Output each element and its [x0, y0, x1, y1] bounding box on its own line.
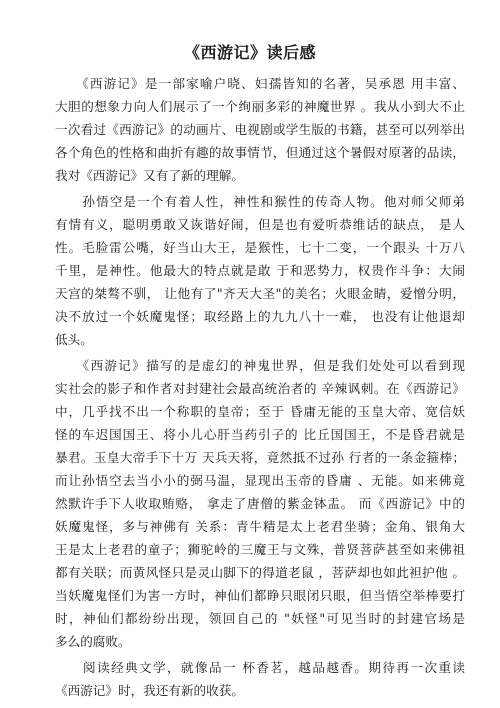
text-line: 王是太上老君的童子；狮驼岭的三魔王与文殊，普贤菩萨甚至如来佛祖 — [55, 542, 465, 557]
text-line: 我对《西游记》又有了新的理解。 — [55, 168, 244, 183]
text-line: 低头。 — [55, 332, 93, 347]
text-line: 实社会的影子和作者对封建社会最高统治者的 辛辣讽刺。在《西游记》 — [55, 381, 465, 396]
text-line: 当妖魔鬼怪们为害一方时，神仙们都睁只眼闭只眼，但当悟空举棒要打 — [55, 588, 465, 603]
text-line: 决不放过一个妖魔鬼怪；取经路上的九九八十一难， 也没有让他退却 — [55, 309, 465, 324]
document-body — [55, 72, 465, 702]
text-line: 有情有义，聪明勇敢又诙谐好闹，但是也有爱听恭维话的缺点， 是人 — [55, 217, 465, 232]
text-line: 《西游记》描写的是虚幻的神鬼世界，但是我们处处可以看到现 — [55, 358, 465, 373]
text-line: 多么的腐败。 — [55, 634, 131, 649]
text-line: 天宫的桀骜不驯， 让他有了"齐天大圣"的美名；火眼金睛，爱憎分明， — [55, 286, 465, 301]
text-line: 一次看过《西游记》的动画片、电视剧或学生版的书籍，甚至可以列举出 — [55, 122, 465, 137]
text-line: 性。毛脸雷公嘴，好当山大王，是猴性，七十二变，一个跟头 十万八 — [55, 240, 465, 255]
paragraph-1 — [55, 72, 465, 187]
text-line: 阅读经典文学，就像品一 杯香茗，越品越香。期待再一次重读 — [55, 660, 465, 675]
text-line: 大胆的想象力向人们展示了一个绚丽多彩的神魔世界 。我从小到大不止 — [55, 99, 465, 114]
paragraph-2 — [55, 190, 465, 351]
text-line: 都有关联；而黄风怪只是灵山脚下的得道老鼠 ，菩萨却也如此袒护他 。 — [55, 565, 465, 580]
text-line: 时，神仙们都纷纷出现，领回自己的 "妖怪"可见当时的封建官场是 — [55, 611, 465, 626]
paragraph-4 — [55, 656, 465, 702]
text-line: 孙悟空是一个有着人性，神性和猴性的传奇人物。他对师父师弟 — [55, 194, 465, 209]
paragraph-3 — [55, 354, 465, 653]
text-line: 妖魔鬼怪，多与神佛有 关系：青牛精是太上老君坐骑；金角、银角大 — [55, 519, 465, 534]
text-line: 各个角色的性格和曲折有趣的故事情节，但通过这个暑假对原著的品读， — [55, 145, 465, 160]
text-line: 千里，是神性。他最大的特点就是敢 于和恶势力，权贵作斗争：大闹 — [55, 263, 465, 278]
text-line: 暴君。玉皇大帝手下十万 天兵天将，竟然抵不过孙 行者的一条金箍棒； — [55, 450, 465, 465]
text-line: 怪的车迟国国王、将小儿心肝当药引子的 比丘国国王，不是昏君就是 — [55, 427, 465, 442]
text-line: 然默许手下人收取贿赂， 拿走了唐僧的紫金钵盂。 而《西游记》中的 — [55, 496, 465, 511]
text-line: 《西游记》时，我还有新的收获。 — [55, 683, 244, 698]
text-line: 中，几乎找不出一个称职的皇帝；至于 昏庸无能的玉皇大帝、宽信妖 — [55, 404, 465, 419]
text-line: 而让孙悟空去当小小的弼马温，显现出玉帝的昏庸 、无能。如来佛竟 — [55, 473, 465, 488]
document-title: 《西游记》读后感 — [183, 43, 316, 62]
text-line: 《西游记》是一部家喻户晓、妇孺皆知的名著，吴承恩 用丰富、 — [55, 76, 465, 91]
